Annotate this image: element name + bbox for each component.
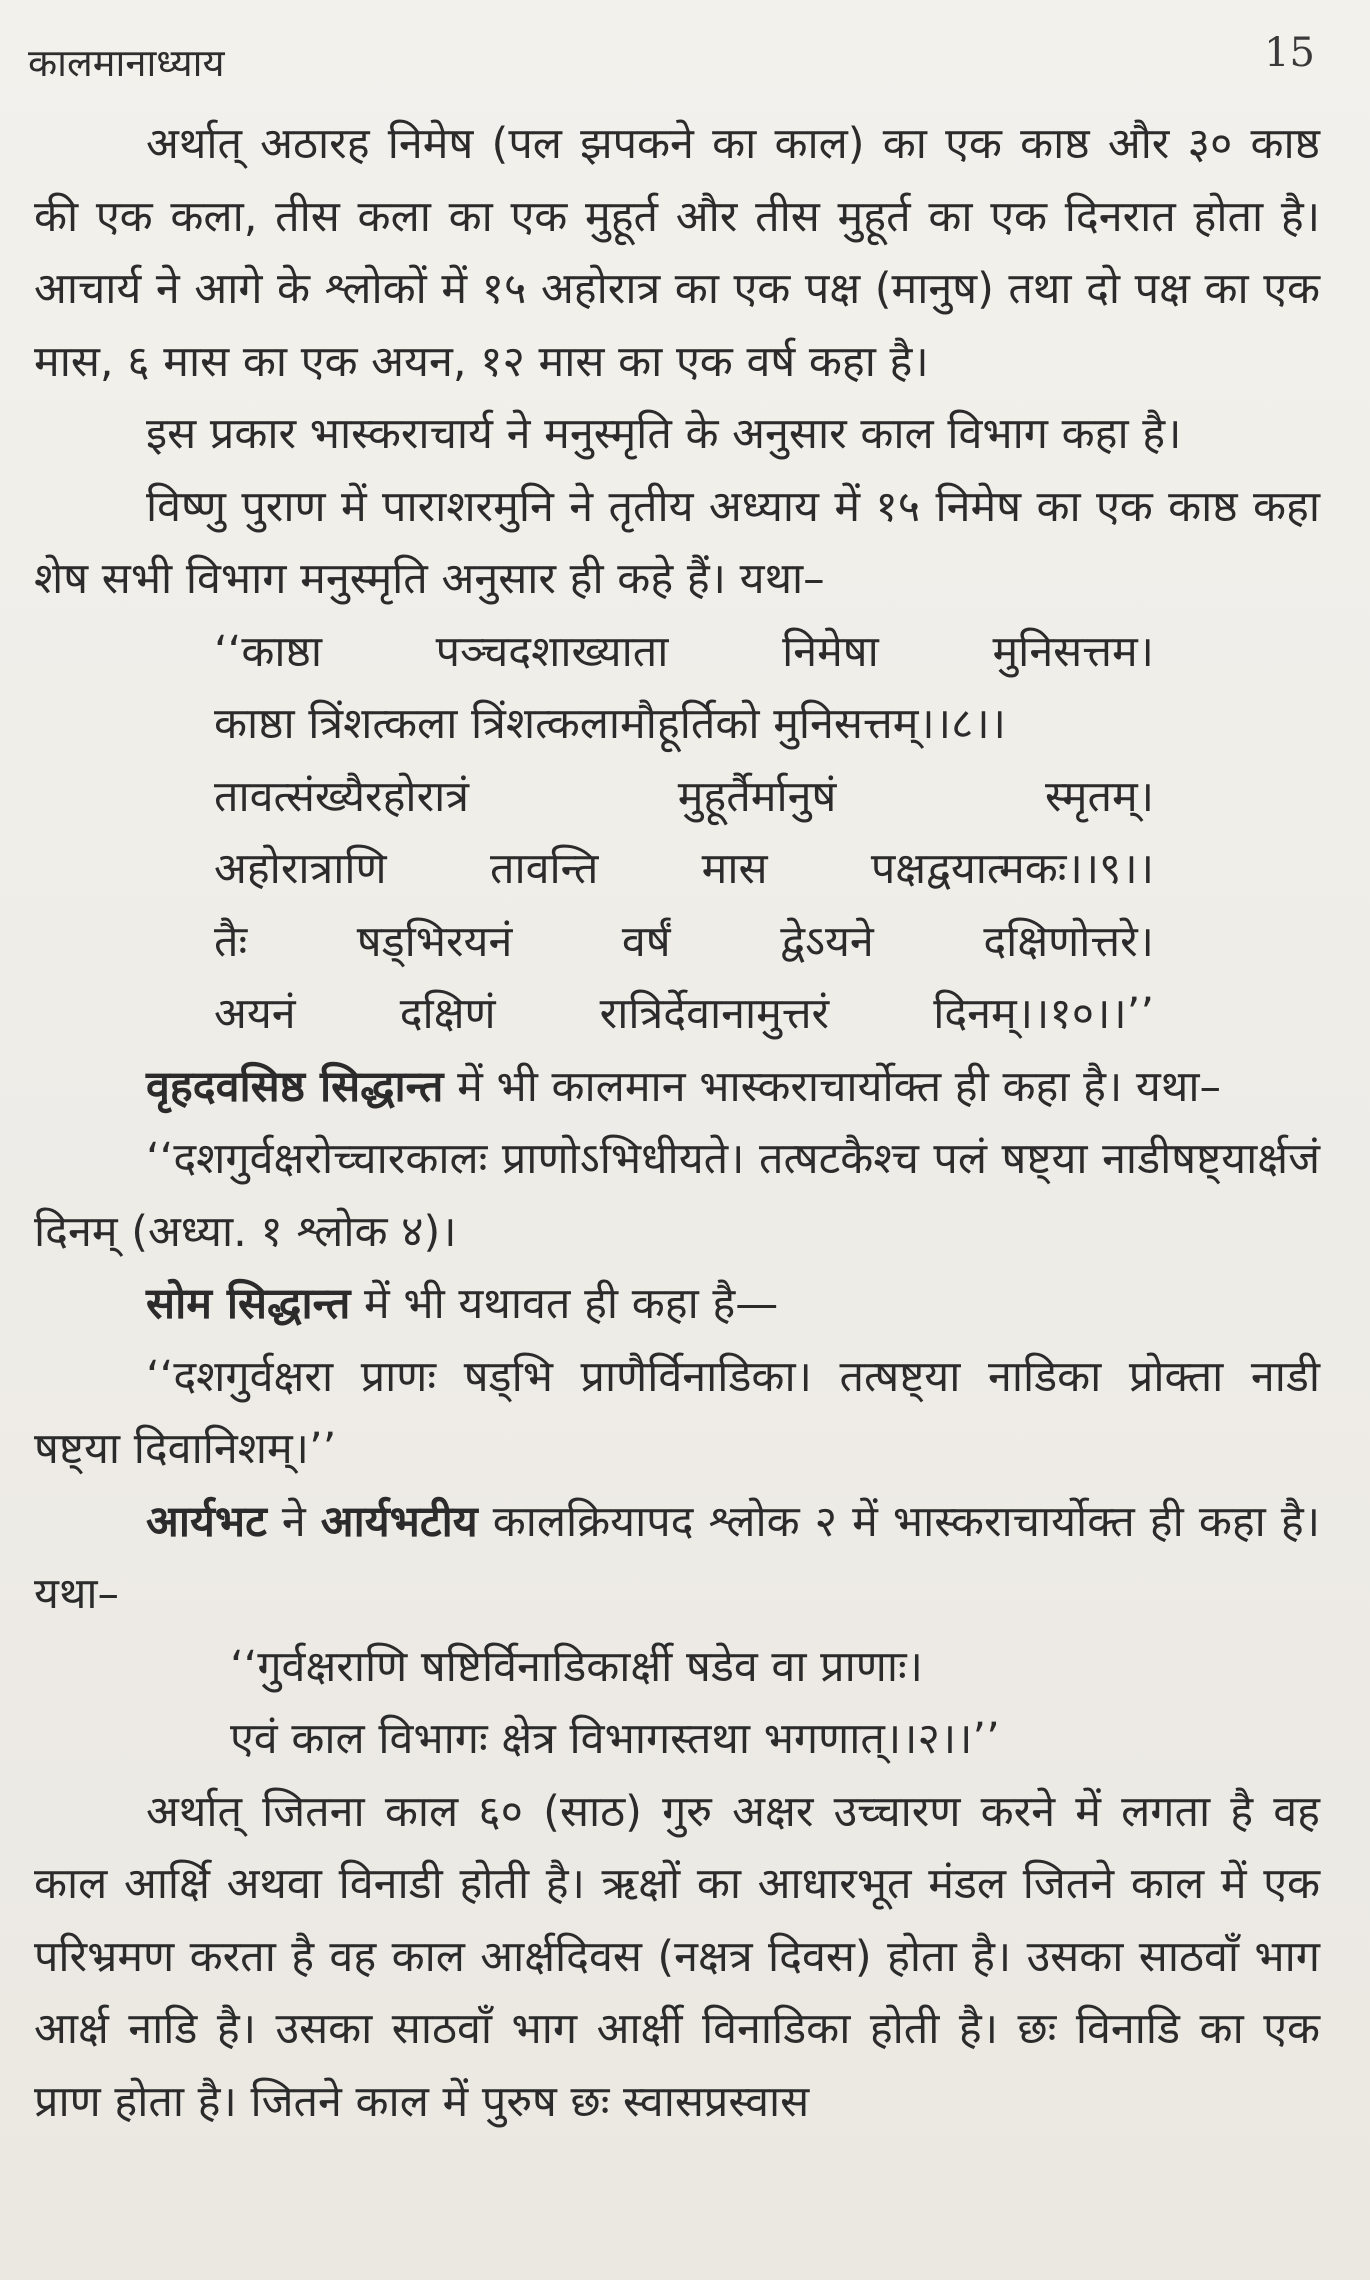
paragraph-bhaskaracharya: इस प्रकार भास्कराचार्य ने मनुस्मृति के अनुसार काल विभाग कहा है। [146, 409, 1182, 459]
paragraph-text: में भी यथावत ही कहा है— [350, 1279, 779, 1329]
verse-word: तावत्संख्यैरहोरात्रं [214, 771, 470, 822]
source-title: आर्यभटीय [320, 1496, 478, 1547]
verse-line [214, 761, 1154, 834]
verse-word: तावन्ति [489, 844, 599, 894]
verse-word: स्मृतम्। [1045, 771, 1154, 822]
verse-line [214, 906, 1154, 979]
verse-word: अहोरात्राणि [214, 844, 387, 894]
paragraph-time-units: अर्थात् अठारह निमेष (पल झपकने का काल) का एक काष्ठ और ३० काष्ठ की एक कला, तीस कला का एक मुहूर्त और तीस मुहूर्त का एक दिनरात होता है। आचार्य ने आगे के श्लोकों में १५ अहोरात्र का एक पक्ष (मानुष) तथा दो पक्ष का एक मास, ६ मास का एक अयन, १२ मास का एक वर्ष कहा है। [34, 119, 1320, 387]
verse-word: रात्रिर्देवानामुत्तरं [599, 989, 830, 1039]
verse-word: मुहूर्तैर्मानुषं [677, 771, 837, 822]
verse-line [214, 833, 1154, 906]
paragraph-text: ने [266, 1496, 321, 1547]
source-title: वृहदवसिष्ठ सिद्धान्त [146, 1061, 444, 1112]
verse-word: काष्ठा त्रिंशत्कला त्रिंशत्कलामौहूर्तिको मुनिसत्तम्।।८।। [214, 699, 1006, 749]
verse-word: वर्षं [621, 916, 671, 967]
quote-vridha-vasishtha: ‘‘दशगुर्वक्षरोच्चारकालः प्राणोऽभिधीयते। तत्षटकैश्च पलं षष्ट्या नाडीषष्ट्यार्क्षजं दिनम् (अध्या. १ श्लोक ४)। [34, 1134, 1320, 1257]
verse-line [214, 978, 1154, 1051]
verse-word: दिनम्।।१०।।’’ [933, 989, 1154, 1039]
aryabhatiya-verse [34, 1631, 1320, 1776]
running-head: कालमानाध्याय [28, 41, 225, 85]
quote-soma-siddhanta: ‘‘दशगुर्वक्षरा प्राणः षड्भि प्राणैर्विनाडिका। तत्षष्ट्या नाडिका प्रोक्ता नाडी षष्ट्या दिवानिशम्।’’ [34, 1351, 1320, 1474]
paragraph-vishnu-purana: विष्णु पुराण में पाराशरमुनि ने तृतीय अध्याय में १५ निमेष का एक काष्ठ कहा शेष सभी विभाग मनुस्मृति अनुसार ही कहे हैं। यथा– [34, 481, 1320, 604]
verse-word: दक्षिणं [399, 989, 496, 1039]
paragraph-text: कालक्रियापद श्लोक २ में भास्कराचार्योक्त ही कहा है। यथा– [34, 1496, 1321, 1619]
paragraph-explanation: अर्थात् जितना काल ६० (साठ) गुरु अक्षर उच्चारण करने में लगता है वह काल आर्क्षि अथवा विनाडी होती है। ऋक्षों का आधारभूत मंडल जितने काल में एक परिभ्रमण करता है वह काल आर्क्षदिवस (नक्षत्र दिवस) होता है। उसका साठवाँ भाग आर्क्ष नाडि है। उसका साठवाँ भाग आर्क्षी विनाडिका होती है। छः विनाडि का एक प्राण होता है। जितने काल में पुरुष छः स्वासप्रस्वास [34, 1786, 1320, 2127]
vishnu-purana-verse [34, 616, 1320, 1051]
paragraph-soma-siddhanta [34, 1268, 1320, 1341]
page-number: 15 [1264, 30, 1315, 76]
source-title: सोम सिद्धान्त [146, 1279, 351, 1329]
page-body [34, 108, 1320, 2138]
verse-line [214, 616, 1154, 689]
verse-word: मुनिसत्तम। [992, 626, 1154, 677]
verse-word: द्वेऽयने [780, 916, 874, 967]
verse-word: दक्षिणोत्तरे। [983, 916, 1154, 967]
paragraph-aryabhata [34, 1486, 1320, 1631]
verse-word: पञ्चदशाख्याता [435, 626, 669, 677]
verse-word: अयनं [214, 989, 296, 1039]
page-header [28, 22, 1315, 92]
paragraph-text: में भी कालमान भास्कराचार्योक्त ही कहा है। यथा– [443, 1061, 1221, 1112]
verse-word: पक्षद्वयात्मकः।।९।। [870, 844, 1154, 894]
verse-word: षड्भिरयनं [356, 916, 513, 967]
author-name: आर्यभट [146, 1496, 267, 1547]
verse-word: तैः [214, 916, 248, 967]
verse-word: निमेषा [782, 626, 879, 677]
verse-line: ‘‘गुर्वक्षराणि षष्टिर्विनाडिकार्क्षी षडेव वा प्राणाः। [230, 1641, 923, 1692]
paragraph-vridha-vasishtha [34, 1051, 1320, 1124]
verse-word: ‘‘काष्ठा [214, 626, 322, 677]
verse-line [214, 688, 1320, 761]
verse-word: मास [701, 844, 768, 894]
verse-line: एवं काल विभागः क्षेत्र विभागस्तथा भगणात्।।२।।’’ [230, 1714, 1000, 1764]
